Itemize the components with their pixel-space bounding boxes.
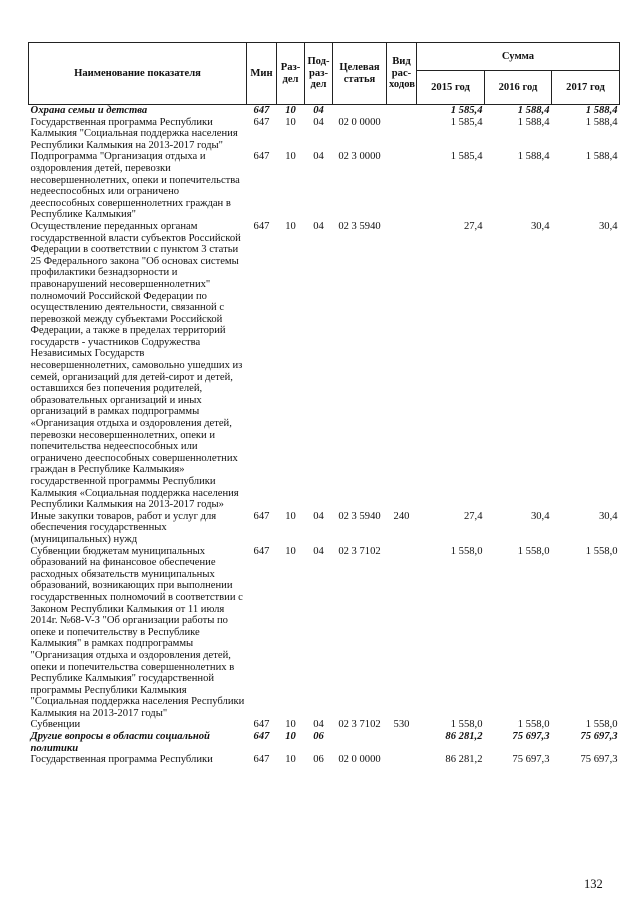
cell-ministry: 647 xyxy=(253,731,270,743)
header-subsection: Под- раз- дел xyxy=(305,43,333,105)
cell-name: Подпрограмма "Организация отдыха и оздоровления детей, перевозки несовершеннолетних, опеки и попечительства недееспособных или ограничено дееспособных совершеннолетних граждан в Республике Калмыкия" xyxy=(30,151,240,221)
cell-2015: 86 281,2 xyxy=(445,754,483,766)
table-row xyxy=(29,511,620,546)
cell-target-article: 02 3 5940 xyxy=(338,510,381,522)
table-row xyxy=(29,221,620,511)
header-year-2017: 2017 год xyxy=(552,71,620,105)
cell-expense-type: 240 xyxy=(393,510,410,522)
cell-section: 10 xyxy=(285,151,296,163)
cell-subsection: 04 xyxy=(313,510,324,522)
cell-section: 10 xyxy=(285,116,296,128)
table-row xyxy=(29,117,620,152)
cell-2016: 75 697,3 xyxy=(512,754,550,766)
header-sum: Сумма xyxy=(417,43,620,71)
cell-subsection: 06 xyxy=(313,754,324,766)
table-row xyxy=(29,719,620,731)
cell-name: Государственная программа Республики Калмыкия "Социальная поддержка населения Республики Калмыкия на 2013-2017 годы" xyxy=(30,116,238,151)
cell-name: Субвенции xyxy=(30,719,81,731)
cell-target-article: 02 3 5940 xyxy=(338,220,381,232)
cell-section: 10 xyxy=(285,220,296,232)
header-year-2016: 2016 год xyxy=(485,71,552,105)
cell-2016: 30,4 xyxy=(530,510,550,522)
cell-section: 10 xyxy=(285,731,296,743)
cell-target-article: 02 3 0000 xyxy=(338,151,381,163)
cell-target-article: 02 0 0000 xyxy=(338,116,381,128)
cell-target-article xyxy=(333,105,387,117)
table-row xyxy=(29,546,620,720)
cell-section: 10 xyxy=(285,545,296,557)
cell-2017: 75 697,3 xyxy=(580,731,618,743)
cell-2017: 1 588,4 xyxy=(585,105,618,116)
cell-2017: 1 588,4 xyxy=(585,151,618,163)
header-target-article: Целевая статья xyxy=(333,43,387,105)
cell-2017: 30,4 xyxy=(598,510,618,522)
cell-target-article: 02 3 7102 xyxy=(338,719,381,731)
cell-name: Другие вопросы в области социальной политики xyxy=(30,731,210,754)
cell-expense-type xyxy=(387,731,417,754)
cell-target-article: 02 0 0000 xyxy=(338,754,381,766)
cell-ministry: 647 xyxy=(253,510,270,522)
cell-2016: 30,4 xyxy=(530,220,550,232)
cell-subsection: 04 xyxy=(313,220,324,232)
cell-subsection: 06 xyxy=(313,731,324,743)
cell-2015: 1 558,0 xyxy=(450,545,483,557)
cell-section: 10 xyxy=(285,754,296,766)
cell-2016: 1 558,0 xyxy=(517,545,550,557)
cell-2016: 1 588,4 xyxy=(517,105,550,116)
cell-expense-type xyxy=(387,117,417,152)
table-row xyxy=(29,754,620,766)
table-section-row xyxy=(29,105,620,117)
cell-expense-type xyxy=(387,151,417,221)
cell-ministry: 647 xyxy=(253,116,270,128)
table-row xyxy=(29,151,620,221)
cell-ministry: 647 xyxy=(253,151,270,163)
cell-2016: 1 558,0 xyxy=(517,719,550,731)
cell-ministry: 647 xyxy=(253,105,270,116)
header-name: Наименование показателя xyxy=(29,43,247,105)
cell-expense-type xyxy=(387,105,417,117)
cell-2015: 1 585,4 xyxy=(450,116,483,128)
cell-2016: 1 588,4 xyxy=(517,116,550,128)
page-number: 132 xyxy=(584,877,603,891)
cell-target-article: 02 3 7102 xyxy=(338,545,381,557)
cell-subsection: 04 xyxy=(313,151,324,163)
cell-ministry: 647 xyxy=(253,545,270,557)
table-body xyxy=(29,105,620,766)
cell-2017: 1 558,0 xyxy=(585,545,618,557)
cell-section: 10 xyxy=(285,105,296,116)
cell-2015: 86 281,2 xyxy=(445,731,483,743)
cell-section: 10 xyxy=(285,719,296,731)
header-ministry: Мин xyxy=(247,43,277,105)
cell-ministry: 647 xyxy=(253,719,270,731)
cell-2017: 1 558,0 xyxy=(585,719,618,731)
cell-name: Иные закупки товаров, работ и услуг для обеспечения государственных (муниципальных) нужд xyxy=(30,510,217,545)
table-section-row xyxy=(29,731,620,754)
cell-2015: 27,4 xyxy=(463,220,483,232)
cell-name: Субвенции бюджетам муниципальных образований на финансовое обеспечение расходных обязательств муниципальных образований, возникающих при выполнении государственных полномочий в соответствии с Законом Республики Калмыкия от 11 июля 2014г. №68-V-З "Об организации работы по опеке и попечительству в Республике Калмыкия" в рамках подпрограммы "Организация отдыха и оздоровления детей, опеки и попечительства совершеннолетних в Республике Калмыкия" государственной программы Республики Калмыкия "Социальная поддержка населения Республики Калмыкия на 2013-2017 годы" xyxy=(30,545,245,719)
budget-table-page xyxy=(28,42,619,766)
cell-2015: 1 585,4 xyxy=(450,105,483,116)
cell-name: Охрана семьи и детства xyxy=(30,105,148,116)
cell-target-article xyxy=(333,731,387,754)
cell-expense-type: 530 xyxy=(393,719,410,731)
cell-subsection: 04 xyxy=(313,105,324,116)
cell-subsection: 04 xyxy=(313,116,324,128)
cell-subsection: 04 xyxy=(313,545,324,557)
cell-expense-type xyxy=(387,221,417,511)
cell-ministry: 647 xyxy=(253,220,270,232)
cell-subsection: 04 xyxy=(313,719,324,731)
cell-name: Осуществление переданных органам государственной власти субъектов Российской Федерации в соответствии с пунктом 3 статьи 25 Федерального закона "Об основах системы профилактики безнадзорности и правонарушений несовершеннолетних" полномочий Российской Федерации по осуществлению деятельности, связанной с перевозкой между субъектами Российской Федерации, а также в пределах территорий государств - участников Содружества Независимых Государств несовершеннолетних, самовольно ушедших из семей, организаций для детей-сирот и детей, оставшихся без попечения родителей, образовательных организаций и иных организаций в рамках подпрограммы «Организация отдыха и оздоровления детей, перевозки несовершеннолетних, опеки и попечительства недееспособных или ограничено дееспособных совершеннолетних граждан в Республике Калмыкия» государственной программы Республики Калмыкия «Социальная поддержка населения Республики Калмыкия на 2013-2017 годы» xyxy=(30,220,243,511)
cell-2015: 27,4 xyxy=(463,510,483,522)
cell-expense-type xyxy=(387,754,417,766)
cell-2016: 75 697,3 xyxy=(512,731,550,743)
cell-ministry: 647 xyxy=(253,754,270,766)
cell-2017: 30,4 xyxy=(598,220,618,232)
cell-2017: 1 588,4 xyxy=(585,116,618,128)
cell-name: Государственная программа Республики xyxy=(30,754,213,766)
cell-expense-type xyxy=(387,546,417,720)
header-section: Раз- дел xyxy=(277,43,305,105)
budget-table xyxy=(28,42,620,766)
header-year-2015: 2015 год xyxy=(417,71,485,105)
cell-2015: 1 558,0 xyxy=(450,719,483,731)
cell-2015: 1 585,4 xyxy=(450,151,483,163)
cell-section: 10 xyxy=(285,510,296,522)
header-expense-type: Вид рас- ходов xyxy=(387,43,417,105)
cell-2017: 75 697,3 xyxy=(580,754,618,766)
cell-2016: 1 588,4 xyxy=(517,151,550,163)
